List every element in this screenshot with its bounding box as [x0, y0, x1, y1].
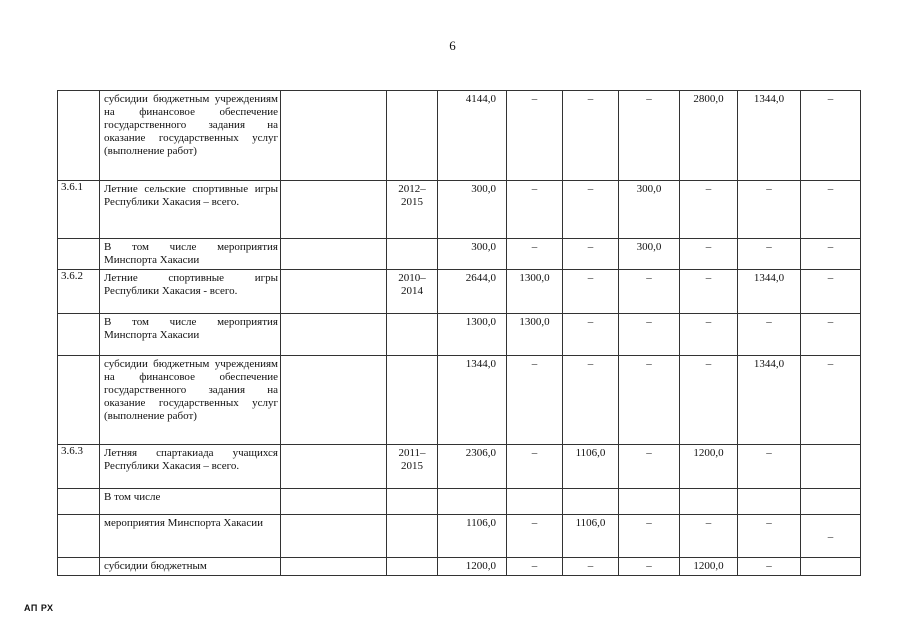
year-cell: 2800,0 — [680, 91, 738, 181]
item-name: мероприятия Минспорта Хакасии — [100, 515, 281, 558]
table-row — [58, 314, 861, 356]
year-cell: – — [619, 91, 680, 181]
year-cell: – — [563, 181, 619, 239]
year-cell: 1300,0 — [507, 270, 563, 314]
year-cell: – — [680, 239, 738, 270]
total-cell: 300,0 — [438, 239, 507, 270]
year-cell: – — [619, 356, 680, 445]
item-code: 3.6.1 — [58, 181, 100, 239]
year-cell: – — [507, 356, 563, 445]
total-cell: 1344,0 — [438, 356, 507, 445]
year-cell — [507, 489, 563, 515]
total-cell — [438, 489, 507, 515]
item-name: В том числе — [100, 489, 281, 515]
table-row — [58, 270, 861, 314]
year-cell: – — [507, 181, 563, 239]
item-name: Летние сельские спортивные игры Республики Хакасия – всего. — [100, 181, 281, 239]
table-row — [58, 489, 861, 515]
table-row — [58, 558, 861, 576]
blank-cell — [281, 314, 387, 356]
item-code — [58, 356, 100, 445]
year-cell: – — [801, 181, 861, 239]
year-cell: – — [563, 91, 619, 181]
table-row — [58, 181, 861, 239]
total-cell: 2306,0 — [438, 445, 507, 489]
year-cell: – — [680, 270, 738, 314]
period-cell — [387, 314, 438, 356]
year-cell: – — [563, 558, 619, 576]
budget-table — [57, 90, 861, 576]
blank-cell — [281, 181, 387, 239]
table-row — [58, 356, 861, 445]
total-cell: 1300,0 — [438, 314, 507, 356]
year-cell: – — [801, 239, 861, 270]
year-cell: – — [507, 515, 563, 558]
year-cell: – — [563, 356, 619, 445]
year-cell — [563, 489, 619, 515]
period-cell — [387, 558, 438, 576]
year-cell: – — [738, 239, 801, 270]
year-cell: – — [738, 445, 801, 489]
year-cell: – — [680, 181, 738, 239]
period-cell — [387, 489, 438, 515]
total-cell: 1200,0 — [438, 558, 507, 576]
year-cell: – — [738, 181, 801, 239]
period-cell — [387, 239, 438, 270]
year-cell: – — [680, 356, 738, 445]
year-cell: 1344,0 — [738, 270, 801, 314]
year-cell — [619, 489, 680, 515]
period-cell — [387, 356, 438, 445]
total-cell: 2644,0 — [438, 270, 507, 314]
table-row — [58, 445, 861, 489]
year-cell: 1200,0 — [680, 558, 738, 576]
item-name: Летняя спартакиада учащихся Республики Хакасия – всего. — [100, 445, 281, 489]
item-name: Летние спортивные игры Республики Хакасия - всего. — [100, 270, 281, 314]
table-row — [58, 515, 861, 558]
year-cell: – — [563, 239, 619, 270]
item-name: субсидии бюджетным учреждениям на финансовое обеспечение государственного задания на оказание государственных услуг (выполнение работ) — [100, 356, 281, 445]
year-cell: – — [680, 515, 738, 558]
year-cell: – — [801, 91, 861, 181]
item-code: 3.6.2 — [58, 270, 100, 314]
year-cell: – — [507, 239, 563, 270]
year-cell: 1344,0 — [738, 356, 801, 445]
year-cell — [801, 489, 861, 515]
item-code — [58, 558, 100, 576]
year-cell: – — [738, 558, 801, 576]
year-cell: – — [563, 270, 619, 314]
year-cell — [801, 558, 861, 576]
period-cell — [387, 91, 438, 181]
year-cell — [801, 445, 861, 489]
year-cell: – — [801, 314, 861, 356]
year-cell: – — [507, 445, 563, 489]
year-cell: 1200,0 — [680, 445, 738, 489]
year-cell: – — [801, 270, 861, 314]
total-cell: 1106,0 — [438, 515, 507, 558]
item-code: 3.6.3 — [58, 445, 100, 489]
blank-cell — [281, 515, 387, 558]
blank-cell — [281, 489, 387, 515]
period-cell: 2012– 2015 — [387, 181, 438, 239]
item-code — [58, 91, 100, 181]
table-row — [58, 239, 861, 270]
year-cell: – — [619, 314, 680, 356]
year-cell — [738, 489, 801, 515]
blank-cell — [281, 445, 387, 489]
year-cell: – — [619, 515, 680, 558]
year-cell: 1344,0 — [738, 91, 801, 181]
total-cell: 4144,0 — [438, 91, 507, 181]
year-cell: – — [507, 558, 563, 576]
footer-label: АП РХ — [24, 603, 54, 613]
item-name: В том числе мероприятия Минспорта Хакасии — [100, 314, 281, 356]
year-cell: – — [619, 270, 680, 314]
item-name: субсидии бюджетным — [100, 558, 281, 576]
year-cell — [680, 489, 738, 515]
table-row — [58, 91, 861, 181]
year-cell: 1300,0 — [507, 314, 563, 356]
year-cell: – — [619, 558, 680, 576]
item-code — [58, 489, 100, 515]
year-cell: – — [801, 356, 861, 445]
year-cell: – — [801, 515, 861, 558]
item-code — [58, 239, 100, 270]
year-cell: 300,0 — [619, 239, 680, 270]
year-cell: – — [563, 314, 619, 356]
blank-cell — [281, 356, 387, 445]
period-cell — [387, 515, 438, 558]
period-cell: 2011– 2015 — [387, 445, 438, 489]
total-cell: 300,0 — [438, 181, 507, 239]
year-cell: – — [680, 314, 738, 356]
item-code — [58, 515, 100, 558]
year-cell: 300,0 — [619, 181, 680, 239]
blank-cell — [281, 91, 387, 181]
page-number: 6 — [449, 38, 456, 53]
item-name: В том числе мероприятия Минспорта Хакасии — [100, 239, 281, 270]
period-cell: 2010– 2014 — [387, 270, 438, 314]
year-cell: – — [738, 515, 801, 558]
year-cell: – — [738, 314, 801, 356]
year-cell: – — [619, 445, 680, 489]
year-cell: 1106,0 — [563, 515, 619, 558]
item-code — [58, 314, 100, 356]
blank-cell — [281, 239, 387, 270]
year-cell: – — [507, 91, 563, 181]
blank-cell — [281, 270, 387, 314]
blank-cell — [281, 558, 387, 576]
year-cell: 1106,0 — [563, 445, 619, 489]
item-name: субсидии бюджетным учреждениям на финансовое обеспечение государственного задания на оказание государственных услуг (выполнение работ) — [100, 91, 281, 181]
